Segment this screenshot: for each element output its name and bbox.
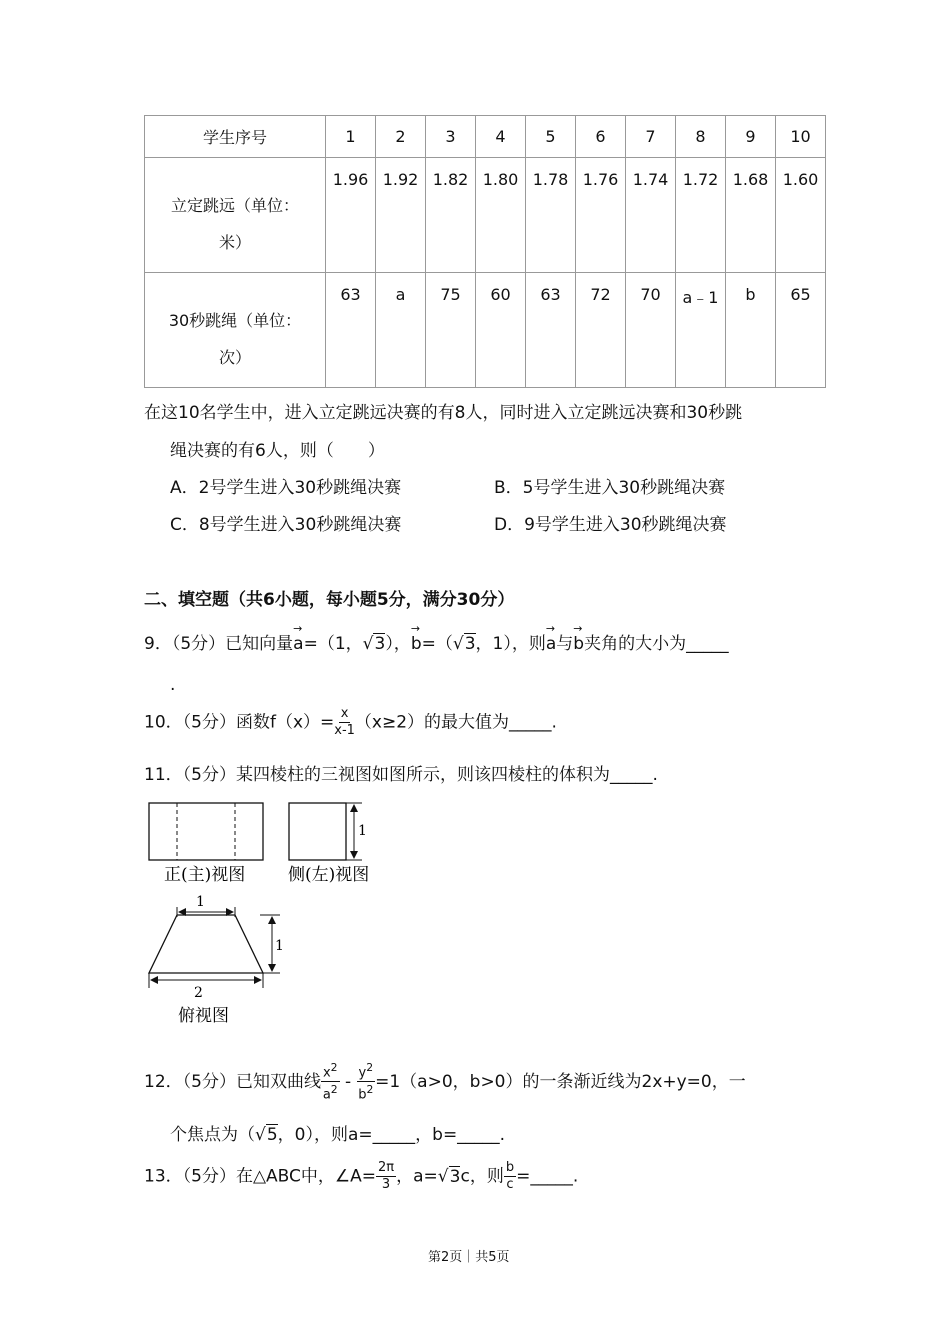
fraction — [376, 1160, 396, 1193]
q-text: 个焦点为（ — [170, 1125, 255, 1145]
cell: a﹣1 — [676, 273, 726, 388]
col-header: 8 — [676, 116, 726, 158]
denominator: x-1 — [334, 723, 355, 738]
q-text: =1（a>0，b>0）的一条渐近线为2x+y=0，一 — [375, 1071, 746, 1092]
fraction — [321, 1060, 340, 1104]
option-b: B．5号学生进入30秒跳绳决赛 — [494, 478, 726, 498]
row-label-rope — [145, 273, 326, 388]
numerator: b — [505, 1160, 515, 1175]
cell: 60 — [476, 273, 526, 388]
question-12: 12．（5分）已知双曲线 $\frac{x^2}{a^2}$ - $\frac{y^2}{b^2}$ =1（a>0，b>0）的一条渐近线为2x+y=0，一 — [144, 1061, 746, 1103]
side-view-label: 侧(左)视图 — [288, 865, 370, 885]
fraction — [334, 706, 355, 739]
col-header: 7 — [626, 116, 676, 158]
q-text: 与 — [556, 634, 574, 654]
sqrt-value: 3 — [374, 634, 386, 654]
q-text: ，1），则 — [475, 634, 546, 654]
q-text: ，0），则a=_____，b=_____. — [277, 1125, 506, 1145]
header-cell: 学生序号 — [145, 116, 326, 158]
cell: 72 — [576, 273, 626, 388]
vector-b: → b — [573, 634, 584, 654]
var: x — [322, 1065, 331, 1081]
exp: 2 — [366, 1083, 374, 1097]
col-header: 5 — [526, 116, 576, 158]
q-text: =（1， — [303, 634, 363, 654]
cell: 65 — [776, 273, 826, 388]
row-label-long-jump — [145, 158, 326, 273]
vector-a: → a — [546, 634, 556, 654]
col-header: 3 — [426, 116, 476, 158]
cell: 63 — [526, 273, 576, 388]
dim-label: 2 — [194, 985, 203, 1001]
side-view — [289, 803, 346, 860]
col-header: 6 — [576, 116, 626, 158]
cell: a — [376, 273, 426, 388]
question-10 — [144, 706, 557, 739]
denominator: c — [506, 1177, 514, 1192]
q-number: 13． — [144, 1166, 183, 1187]
question-12-line2: 个焦点为（√5，0），则a=_____，b=_____. — [170, 1125, 506, 1145]
cell: 1.92 — [376, 158, 426, 273]
col-header: 2 — [376, 116, 426, 158]
q-text: （5分）已知双曲线 — [182, 1071, 321, 1092]
q-text: （5分）已知向量 — [171, 634, 294, 654]
front-view — [149, 803, 263, 860]
q-number: 12． — [144, 1071, 183, 1092]
option-a: A．2号学生进入30秒跳绳决赛 — [170, 478, 402, 498]
q-text: ，a= — [396, 1166, 438, 1187]
dim-label: 1 — [196, 894, 205, 910]
cell: 1.76 — [576, 158, 626, 273]
three-view-figure — [140, 795, 400, 1035]
label-part: 米） — [218, 233, 251, 252]
exp: 2 — [366, 1061, 374, 1074]
var: b — [358, 1087, 367, 1103]
q-text: （5分）函数f（x）= — [182, 712, 335, 733]
q-text: （5分）某四棱柱的三视图如图所示，则该四棱柱的体积为_____. — [182, 765, 658, 785]
q-text: c，则 — [460, 1166, 504, 1187]
question-11 — [144, 760, 658, 785]
top-view-label: 俯视图 — [178, 1006, 229, 1026]
q-text: =_____. — [516, 1166, 579, 1187]
cell: 1.78 — [526, 158, 576, 273]
numerator: x — [340, 706, 349, 721]
numerator — [357, 1060, 376, 1082]
fraction — [504, 1160, 516, 1193]
q-number: 11． — [144, 765, 183, 785]
var: y — [358, 1065, 367, 1081]
cell: 75 — [426, 273, 476, 388]
denominator: 3 — [381, 1177, 391, 1192]
exp: 2 — [330, 1083, 338, 1097]
q-number: 9． — [144, 634, 172, 654]
option-d: D．9号学生进入30秒跳绳决赛 — [494, 515, 727, 535]
q-text: （5分）在△ABC中，∠A= — [182, 1166, 377, 1187]
q-number: 10． — [144, 712, 183, 733]
denominator — [358, 1082, 373, 1103]
vector-a: → a — [293, 634, 303, 654]
cell: 1.68 — [726, 158, 776, 273]
page-footer: 第2页｜共5页 — [428, 1250, 510, 1265]
sqrt-value: 5 — [266, 1125, 278, 1145]
exp: 2 — [330, 1061, 338, 1074]
cell: 1.80 — [476, 158, 526, 273]
cell: b — [726, 273, 776, 388]
option-c: C．8号学生进入30秒跳绳决赛 — [170, 515, 402, 535]
fraction — [357, 1060, 376, 1104]
denominator — [323, 1082, 338, 1103]
q-text: 夹角的大小为_____ — [584, 634, 729, 654]
cell: 1.82 — [426, 158, 476, 273]
question-9: 9．（5分）已知向量→ a=（1，√3），→ b=（√3，1），则→ a与→ b夹角的大小为_____ — [144, 629, 729, 654]
col-header: 1 — [326, 116, 376, 158]
col-header: 4 — [476, 116, 526, 158]
vector-b: → b — [411, 634, 422, 654]
top-view — [149, 915, 263, 973]
numerator — [321, 1060, 340, 1082]
q9-end: . — [170, 675, 176, 695]
label-part: 30秒跳绳（单位： — [168, 311, 302, 330]
col-header: 9 — [726, 116, 776, 158]
sqrt-value: 3 — [449, 1166, 461, 1187]
label-part: 立定跳远（单位： — [170, 196, 299, 215]
front-view-label: 正(主)视图 — [164, 865, 246, 885]
numerator: 2π — [378, 1160, 395, 1175]
cell: 1.74 — [626, 158, 676, 273]
section-heading: 二、填空题（共6小题，每小题5分，满分30分） — [144, 590, 515, 610]
q-text: （x≥2）的最大值为_____. — [354, 712, 557, 733]
q-text: =（ — [421, 634, 453, 654]
cell: 70 — [626, 273, 676, 388]
col-header: 10 — [776, 116, 826, 158]
cell: 63 — [326, 273, 376, 388]
score-table — [144, 115, 826, 388]
cell: 1.60 — [776, 158, 826, 273]
q-text: ）， — [385, 634, 411, 654]
cell: 1.96 — [326, 158, 376, 273]
var: a — [322, 1087, 331, 1103]
cell: 1.72 — [676, 158, 726, 273]
q8-line2: 绳决赛的有6人，则（ ） — [170, 441, 385, 461]
label-part: 次） — [218, 348, 251, 367]
q8-line1: 在这10名学生中，进入立定跳远决赛的有8人，同时进入立定跳远决赛和30秒跳 — [144, 403, 743, 423]
dim-label: 1 — [275, 938, 284, 954]
dim-label: 1 — [358, 823, 367, 839]
sqrt-value: 3 — [464, 634, 476, 654]
question-13: 13．（5分）在△ABC中，∠A= $\frac{2\pi}{3}$ ，a=√3c，则 $\frac{b}{c}$ =_____. — [144, 1160, 579, 1192]
